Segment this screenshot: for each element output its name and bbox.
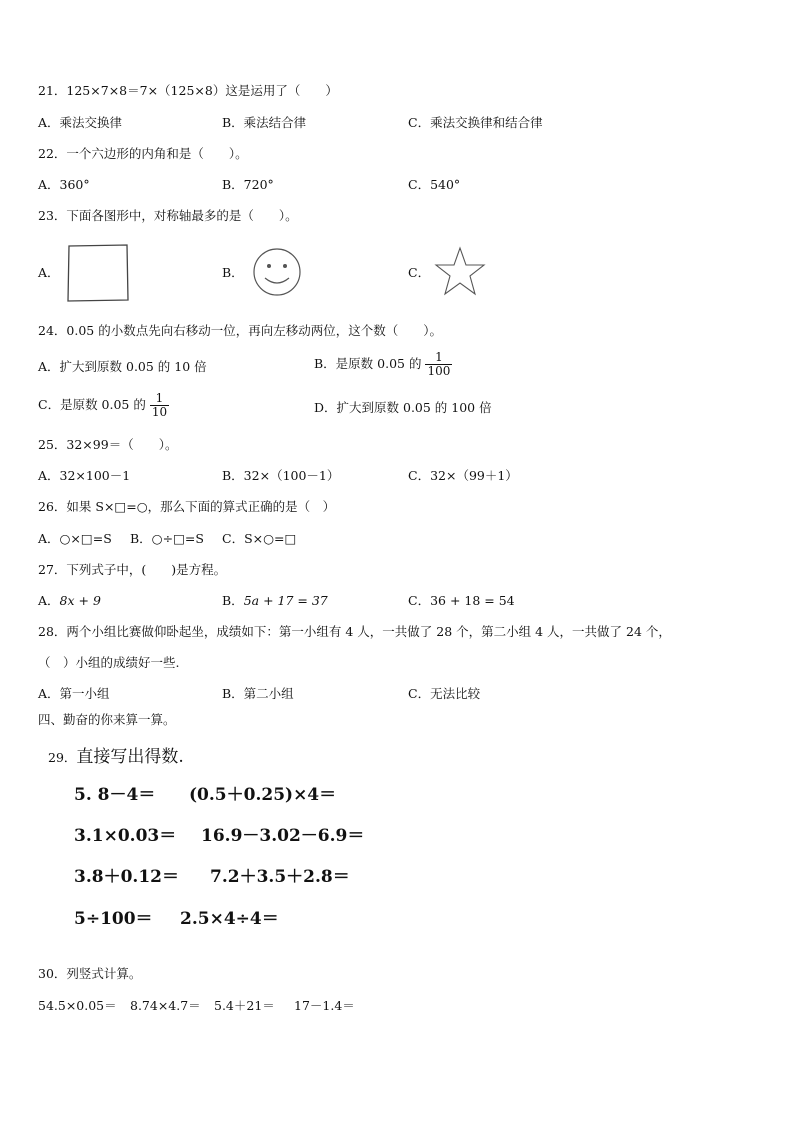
question-26-option-c[interactable]: C．S×○=□ [222, 531, 297, 546]
question-23-option-a[interactable]: A． [38, 265, 60, 280]
question-26-option-b[interactable]: B．○÷□=S [130, 531, 204, 546]
question-24-option-d[interactable]: D．扩大到原数 0.05 的 100 倍 [314, 400, 492, 415]
mental-math-item: 3.8＋0.12＝ [74, 867, 179, 887]
question-29-heading [48, 742, 184, 767]
option-c-text: C．是原数 0.05 的 [38, 397, 146, 412]
question-27-option-a[interactable] [38, 593, 101, 609]
option-b-text: B．是原数 0.05 的 [314, 356, 422, 371]
question-21-option-b[interactable]: B．乘法结合律 [222, 115, 307, 130]
option-c-expression: 36 + 18 = 54 [430, 593, 515, 608]
question-22-option-b[interactable]: B．720° [222, 177, 274, 192]
question-29-number: 29． [48, 750, 77, 765]
vertical-calc-item: 5.4＋21＝ [214, 998, 275, 1013]
mental-math-item: 16.9－3.02－6.9＝ [201, 826, 365, 846]
question-24-option-b[interactable] [314, 351, 452, 378]
question-28-option-c[interactable]: C．无法比较 [408, 686, 481, 701]
question-25-stem: 25．32×99＝（ ）。 [38, 437, 178, 452]
fraction-numerator: 1 [150, 392, 169, 406]
question-23-option-b[interactable]: B． [222, 265, 244, 280]
vertical-calc-item: 17－1.4＝ [294, 998, 355, 1013]
square-shape-icon [66, 243, 130, 303]
section-4-heading: 四、勤奋的你来算一算。 [38, 712, 176, 727]
question-27-option-c[interactable] [408, 593, 515, 609]
question-24-option-a[interactable]: A．扩大到原数 0.05 的 10 倍 [38, 359, 207, 374]
question-24-stem: 24．0.05 的小数点先向右移动一位，再向左移动两位，这个数（ ）。 [38, 323, 442, 338]
mental-math-item: 7.2＋3.5＋2.8＝ [210, 867, 350, 887]
question-28-stem: 28．两个小组比赛做仰卧起坐，成绩如下：第一小组有 4 人，一共做了 28 个，第二小组 4 人，一共做了 24 个， [38, 624, 671, 639]
question-22-stem: 22．一个六边形的内角和是（ ）。 [38, 146, 248, 161]
vertical-calc-item: 8.74×4.7＝ [130, 998, 201, 1013]
mental-math-item: 5÷100＝ [74, 909, 153, 929]
smiley-face-icon [251, 247, 303, 297]
fraction-numerator: 1 [425, 351, 452, 365]
question-21-stem: 21．125×7×8＝7×（125×8）这是运用了（ ） [38, 83, 338, 98]
fraction-1-10 [150, 392, 169, 419]
fraction-1-100 [425, 351, 452, 378]
question-28-option-b[interactable]: B．第二小组 [222, 686, 294, 701]
fraction-denominator: 100 [427, 364, 451, 378]
question-30-stem: 30．列竖式计算。 [38, 966, 142, 981]
question-25-option-a[interactable]: A．32×100－1 [38, 468, 131, 483]
fraction-denominator: 10 [151, 405, 168, 419]
question-23-option-c[interactable]: C． [408, 265, 431, 280]
question-22-option-a[interactable]: A．360° [38, 177, 90, 192]
question-28-option-a[interactable]: A．第一小组 [38, 686, 110, 701]
question-26-stem: 26．如果 S×□=○，那么下面的算式正确的是（ ） [38, 499, 336, 514]
mental-math-item: 5. 8－4＝ [74, 785, 156, 805]
question-23-stem: 23．下面各图形中，对称轴最多的是（ ）。 [38, 208, 298, 223]
option-c-label: C． [408, 593, 431, 608]
option-a-label: A． [38, 593, 60, 608]
mental-math-item: 3.1×0.03＝ [74, 826, 177, 846]
question-21-option-a[interactable]: A．乘法交换律 [38, 115, 123, 130]
question-29-title: 直接写出得数. [76, 747, 184, 767]
question-25-option-c[interactable]: C．32×（99＋1） [408, 468, 518, 483]
question-26-option-a[interactable]: A．○×□=S [38, 531, 112, 546]
option-a-expression: 8x + 9 [59, 593, 101, 608]
question-28-stem-continued: （ ）小组的成绩好一些. [38, 655, 180, 670]
star-icon [434, 246, 486, 298]
question-24-option-c[interactable] [38, 392, 169, 419]
question-22-option-c[interactable]: C．540° [408, 177, 461, 192]
question-27-option-b[interactable] [222, 593, 328, 609]
mental-math-item: 2.5×4÷4＝ [180, 909, 279, 929]
mental-math-item: (0.5＋0.25)×4＝ [189, 785, 337, 805]
vertical-calc-item: 54.5×0.05＝ [38, 998, 117, 1013]
option-b-label: B． [222, 593, 244, 608]
option-b-expression: 5a + 17 = 37 [243, 593, 328, 608]
question-21-option-c[interactable]: C．乘法交换律和结合律 [408, 115, 543, 130]
question-25-option-b[interactable]: B．32×（100－1） [222, 468, 340, 483]
question-27-stem: 27．下列式子中，( )是方程。 [38, 562, 227, 577]
